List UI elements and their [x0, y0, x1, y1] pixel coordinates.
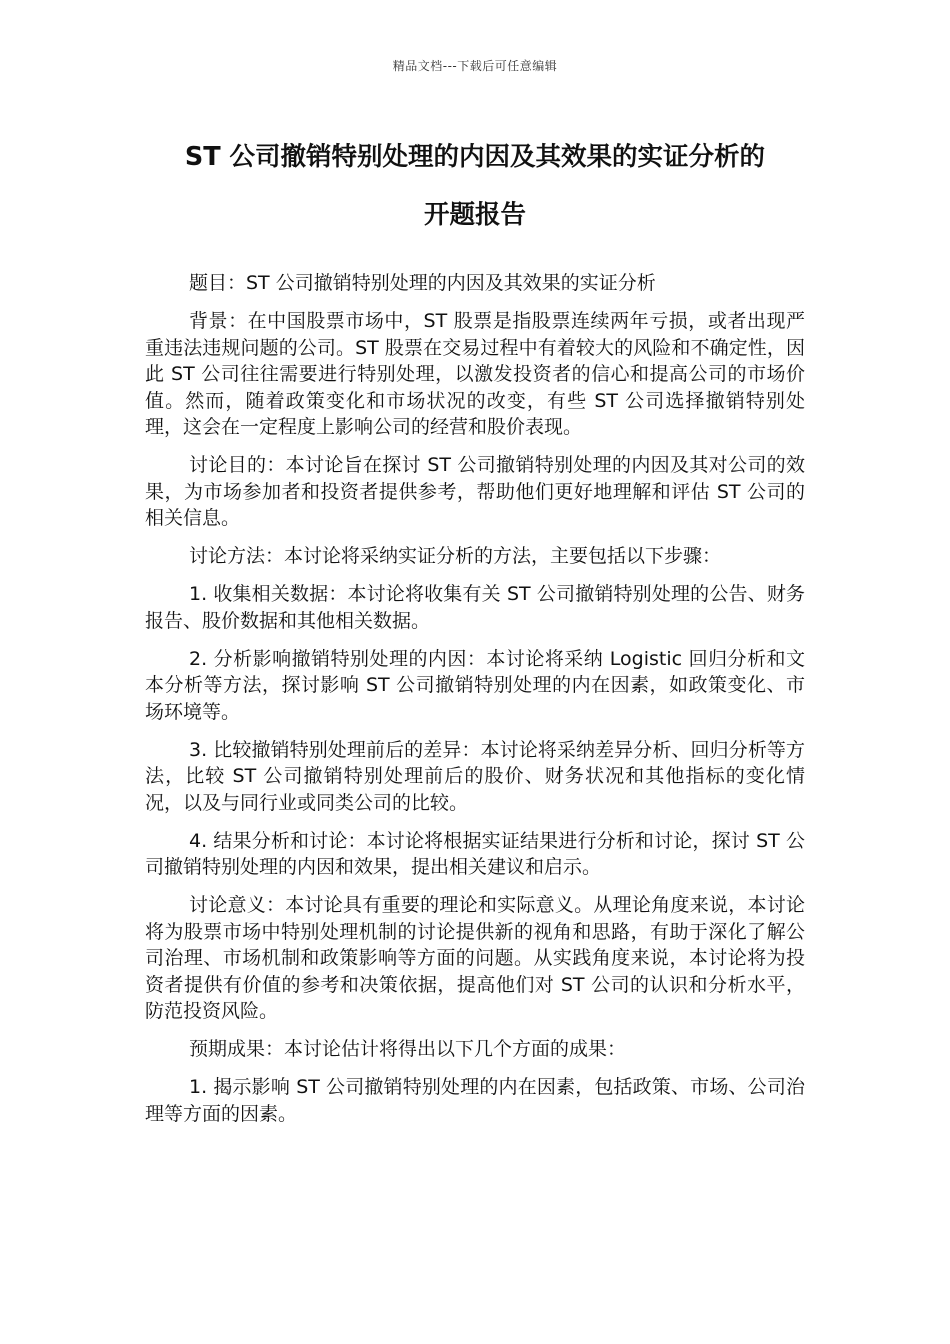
document-title [140, 128, 810, 244]
header-note: 精品文档---下载后可任意编辑 [392, 59, 558, 73]
paragraph-significance: 讨论意义：本讨论具有重要的理论和实际意义。从理论角度来说，本讨论将为股票市场中特别处理机制的讨论提供新的视角和思路，有助于深化了解公司治理、市场机制和政策影响等方面的问题。从实践角度来说，本讨论将为投资者提供有价值的参考和决策依据，提高他们对 ST 公司的认识和分析水平，防范投资风险。 [145, 894, 805, 1022]
paragraph-method: 讨论方法：本讨论将采纳实证分析的方法，主要包括以下步骤： [189, 545, 722, 567]
paragraph-method-step-2: 2. 分析影响撤销特别处理的内因：本讨论将采纳 Logistic 回归分析和文本分析等方法，探讨影响 ST 公司撤销特别处理的内在因素，如政策变化、市场环境等。 [145, 647, 805, 723]
paragraph-purpose: 讨论目的：本讨论旨在探讨 ST 公司撤销特别处理的内因及其对公司的效果，为市场参加者和投资者提供参考，帮助他们更好地理解和评估 ST 公司的相关信息。 [145, 454, 805, 529]
paragraph-method-step-1: 1. 收集相关数据：本讨论将收集有关 ST 公司撤销特别处理的公告、财务报告、股价数据和其他相关数据。 [145, 583, 805, 632]
document-title-line-1: ST 公司撤销特别处理的内因及其效果的实证分析的 [184, 142, 766, 172]
paragraph-expected-results: 预期成果：本讨论估计将得出以下几个方面的成果： [189, 1038, 627, 1060]
paragraph-method-step-4: 4. 结果分析和讨论：本讨论将根据实证结果进行分析和讨论，探讨 ST 公司撤销特别处理的内因和效果，提出相关建议和启示。 [145, 829, 805, 878]
paragraph-background: 背景：在中国股票市场中，ST 股票是指股票连续两年亏损，或者出现严重违法违规问题的公司。ST 股票在交易过程中有着较大的风险和不确定性，因此 ST 公司往往需要进行特别处理，以激发投资者的信心和提高公司的市场价值。然而，随着政策变化和市场状况的改变，有些 ST 公司选择撤销特别处理，这会在一定程度上影响公司的经营和股价表现。 [145, 310, 805, 438]
paragraph-method-step-3: 3. 比较撤销特别处理前后的差异：本讨论将采纳差异分析、回归分析等方法，比较 ST 公司撤销特别处理前后的股价、财务状况和其他指标的变化情况，以及与同行业或同类公司的比较。 [145, 738, 805, 814]
document-title-line-2: 开题报告 [423, 200, 526, 230]
paragraph-topic: 题目：ST 公司撤销特别处理的内因及其效果的实证分析 [189, 272, 656, 294]
document-body [145, 270, 805, 1139]
paragraph-expected-result-1: 1. 揭示影响 ST 公司撤销特别处理的内在因素，包括政策、市场、公司治理等方面的因素。 [145, 1076, 805, 1125]
